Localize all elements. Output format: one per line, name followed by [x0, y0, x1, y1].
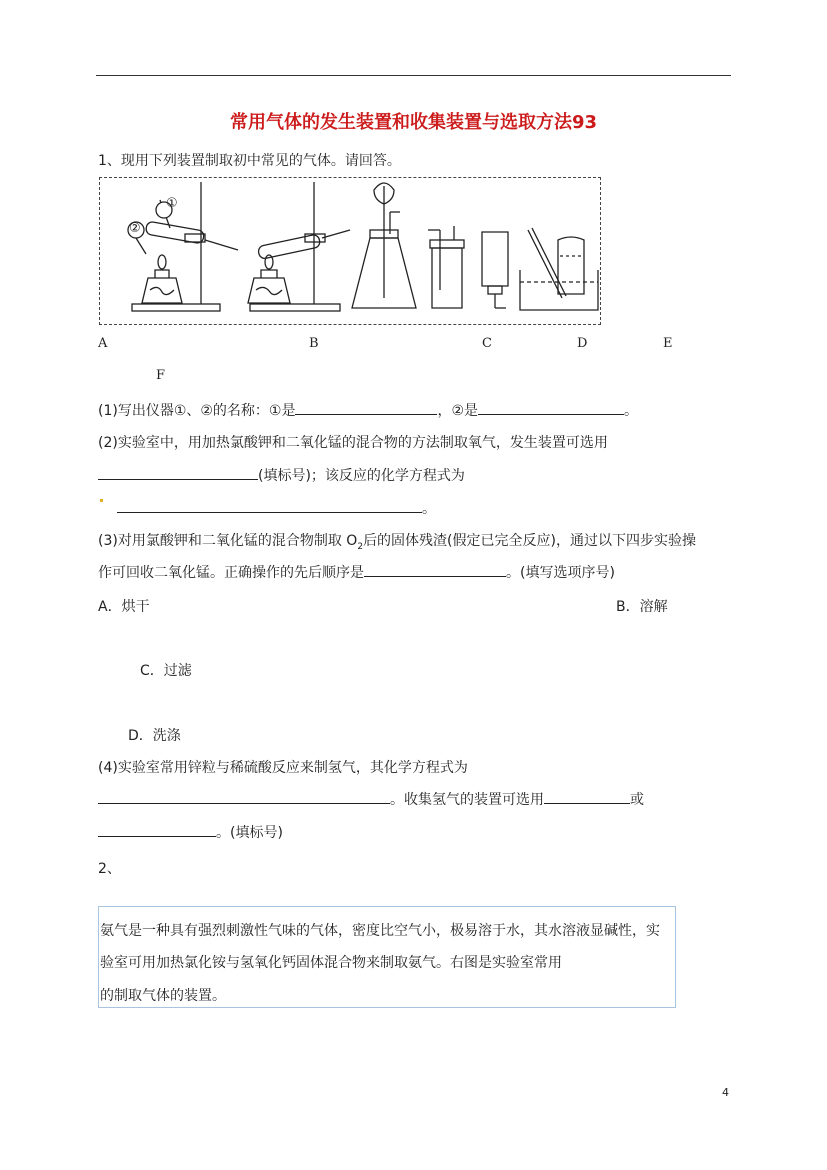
label-f: F: [156, 368, 166, 383]
option-d: D．洗涤: [128, 728, 181, 744]
marker-1: ①: [166, 196, 178, 211]
answer-blank-equation-2[interactable]: [98, 789, 390, 804]
apparatus-e: [482, 232, 508, 308]
label-c: C: [482, 336, 492, 351]
option-c: C．过滤: [140, 663, 192, 679]
apparatus-a: [128, 182, 238, 311]
answer-blank-equation-1[interactable]: [117, 498, 422, 513]
label-b: B: [309, 336, 319, 351]
apparatus-figure: [99, 177, 601, 325]
answer-blank-device[interactable]: [98, 465, 258, 480]
q1-part3-line1: (3)对用氯酸钾和二氧化锰的混合物制取 $O_2$后的固体残渣(假定已完全反应)，通过以下四步实验操: [98, 533, 696, 552]
q1-part3-line2: 作可回收二氧化锰。正确操作的先后顺序是 。(填写选项序号): [98, 562, 615, 582]
label-d: D: [577, 336, 588, 351]
q1-part1: (1)写出仪器①、②的名称：①是 ，②是 。: [98, 400, 638, 420]
q1-intro: 1、现用下列装置制取初中常见的气体。请回答。: [98, 153, 401, 169]
q1-part2-line3: 。: [117, 498, 436, 518]
q2-text-line1: 氨气是一种具有强烈刺激性气味的气体，密度比空气小，极易溶于水，其水溶液显碱性，实: [100, 923, 660, 939]
answer-blank-order[interactable]: [364, 562, 506, 577]
label-a: A: [98, 336, 108, 351]
label-e: E: [663, 336, 673, 351]
answer-blank-collect-1[interactable]: [544, 789, 630, 804]
answer-blank-instrument-2[interactable]: [478, 400, 624, 415]
q1-part2-line2: (填标号)；该反应的化学方程式为: [98, 465, 465, 485]
page-number: 4: [722, 1086, 729, 1099]
q1-part4-line2: 。收集氢气的装置可选用 或: [98, 789, 644, 809]
apparatus-b: [248, 182, 350, 311]
q1-part4-line1: (4)实验室常用锌粒与稀硫酸反应来制氢气，其化学方程式为: [98, 760, 468, 776]
answer-blank-instrument-1[interactable]: [295, 400, 437, 415]
option-b: B．溶解: [616, 599, 668, 615]
page-title: 常用气体的发生装置和收集装置与选取方法93: [229, 112, 598, 133]
apparatus-f: [520, 228, 598, 310]
small-mark: [100, 499, 103, 502]
q2-text-line3: 的制取气体的装置。: [100, 988, 226, 1004]
q2-number: 2、: [98, 861, 121, 877]
option-a: A．烘干: [98, 599, 150, 615]
header-rule: [96, 75, 731, 76]
answer-blank-collect-2[interactable]: [98, 822, 216, 837]
apparatus-d: [428, 226, 464, 308]
q2-text-line2: 验室可用加热氯化铵与氢氧化钙固体混合物来制取氨气。右图是实验室常用: [100, 955, 562, 971]
q1-part2-line1: (2)实验室中，用加热氯酸钾和二氧化锰的混合物的方法制取氧气，发生装置可选用: [98, 435, 608, 451]
q1-part4-line3: 。(填标号): [98, 822, 283, 842]
marker-2: ②: [129, 221, 141, 236]
apparatus-c: [352, 183, 416, 308]
